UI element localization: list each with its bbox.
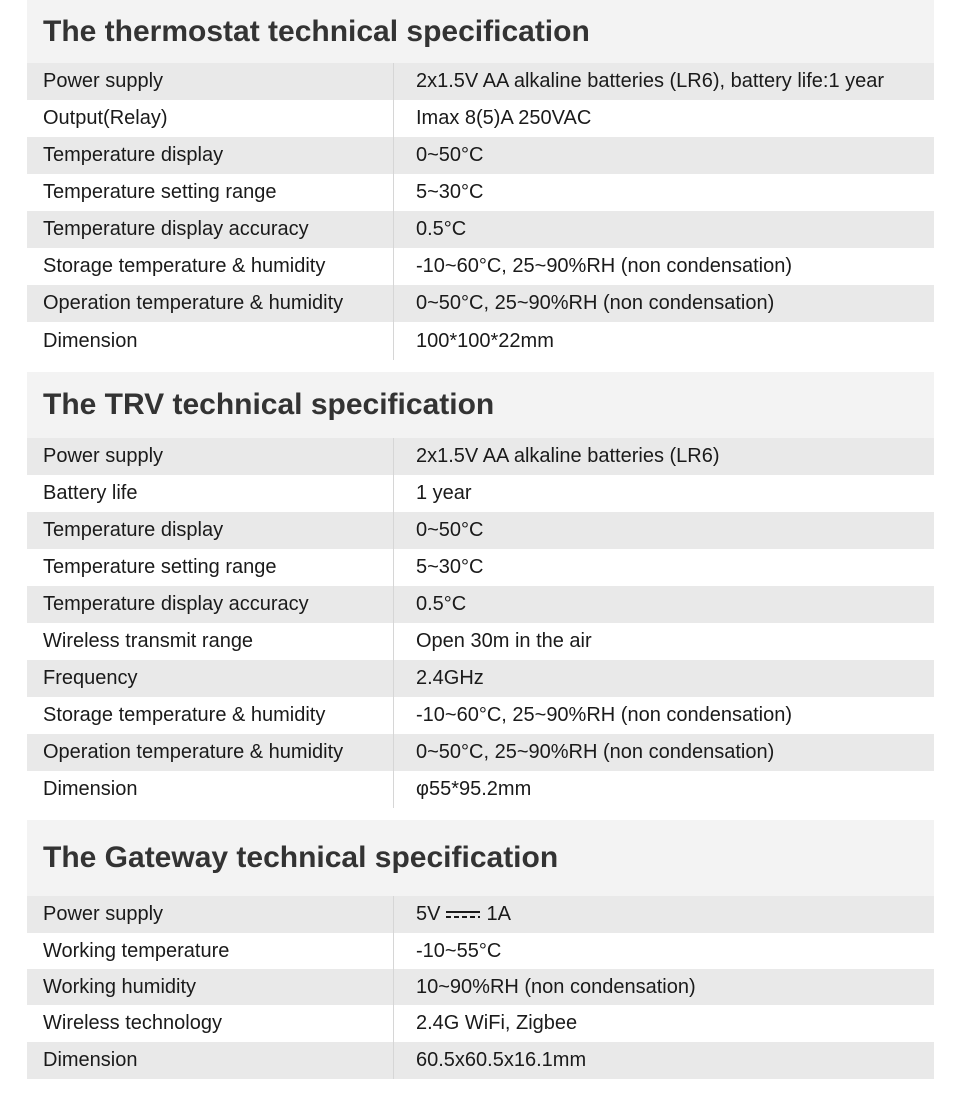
spec-label: Temperature setting range [27,549,394,586]
spec-label: Battery life [27,475,394,512]
trv-spec-title: The TRV technical specification [43,388,495,421]
table-row [27,285,934,322]
spec-label: Power supply [27,896,394,933]
spec-label: Working humidity [27,969,394,1005]
thermostat-spec-title: The thermostat technical specification [43,14,590,48]
gateway-spec-section [27,820,934,1079]
spec-label: Dimension [27,1042,394,1079]
table-row [27,512,934,549]
spec-label: Dimension [27,322,394,360]
table-row [27,322,934,360]
table-row [27,771,934,808]
table-row [27,623,934,660]
table-row [27,1005,934,1042]
spec-value: 0~50°C, 25~90%RH (non condensation) [416,741,775,763]
gateway-spec-title: The Gateway technical specification [43,841,559,874]
spec-label: Dimension [27,771,394,808]
spec-label: Storage temperature & humidity [27,248,394,285]
spec-value: φ55*95.2mm [416,778,532,800]
spec-label: Wireless technology [27,1005,394,1042]
spec-value: -10~55°C [416,939,502,962]
table-row [27,549,934,586]
spec-value: 100*100*22mm [416,329,554,352]
table-row [27,933,934,969]
table-row [27,63,934,100]
table-row [27,697,934,734]
power-voltage: 5V [416,903,441,925]
spec-value: Open 30m in the air [416,630,592,652]
table-row [27,438,934,475]
spec-label: Operation temperature & humidity [27,734,394,771]
spec-value: 0~50°C, 25~90%RH (non condensation) [416,292,775,314]
spec-value: 2.4GHz [416,667,484,689]
spec-label: Temperature display accuracy [27,211,394,248]
spec-value: 60.5x60.5x16.1mm [416,1049,587,1071]
spec-value: -10~60°C, 25~90%RH (non condensation) [416,255,793,277]
thermostat-spec-section [27,0,934,360]
table-row [27,1042,934,1079]
table-row [27,969,934,1005]
spec-label: Frequency [27,660,394,697]
spec-label: Power supply [27,63,394,100]
spec-label: Power supply [27,438,394,475]
spec-value: 10~90%RH (non condensation) [416,975,696,998]
spec-value: Imax 8(5)A 250VAC [416,107,592,129]
spec-value: -10~60°C, 25~90%RH (non condensation) [416,704,793,726]
spec-label: Output(Relay) [27,100,394,137]
spec-value: 0.5°C [416,593,467,615]
spec-label: Storage temperature & humidity [27,697,394,734]
dc-current-icon [446,911,480,919]
spec-value: 0~50°C [416,144,484,166]
spec-value [394,896,934,933]
table-row [27,660,934,697]
spec-value: 2x1.5V AA alkaline batteries (LR6) [416,445,720,467]
spec-value: 2.4G WiFi, Zigbee [416,1012,578,1034]
spec-label: Working temperature [27,933,394,969]
spec-value: 0~50°C [416,519,484,541]
table-row [27,475,934,512]
spec-label: Wireless transmit range [27,623,394,660]
spec-value: 1 year [416,482,472,504]
spec-value: 5~30°C [416,556,484,578]
spec-label: Temperature display [27,512,394,549]
spec-label: Temperature display [27,137,394,174]
spec-label: Temperature display accuracy [27,586,394,623]
trv-spec-section [27,372,934,808]
table-row [27,248,934,285]
spec-value: 0.5°C [416,218,467,240]
spec-value: 5~30°C [416,181,484,203]
table-row [27,137,934,174]
spec-value: 2x1.5V AA alkaline batteries (LR6), battery life:1 year [416,70,885,92]
spec-label: Operation temperature & humidity [27,285,394,322]
table-row [27,896,934,933]
table-row [27,586,934,623]
table-row [27,734,934,771]
power-current: 1A [486,903,511,925]
spec-label: Temperature setting range [27,174,394,211]
table-row [27,174,934,211]
table-row [27,211,934,248]
table-row [27,100,934,137]
